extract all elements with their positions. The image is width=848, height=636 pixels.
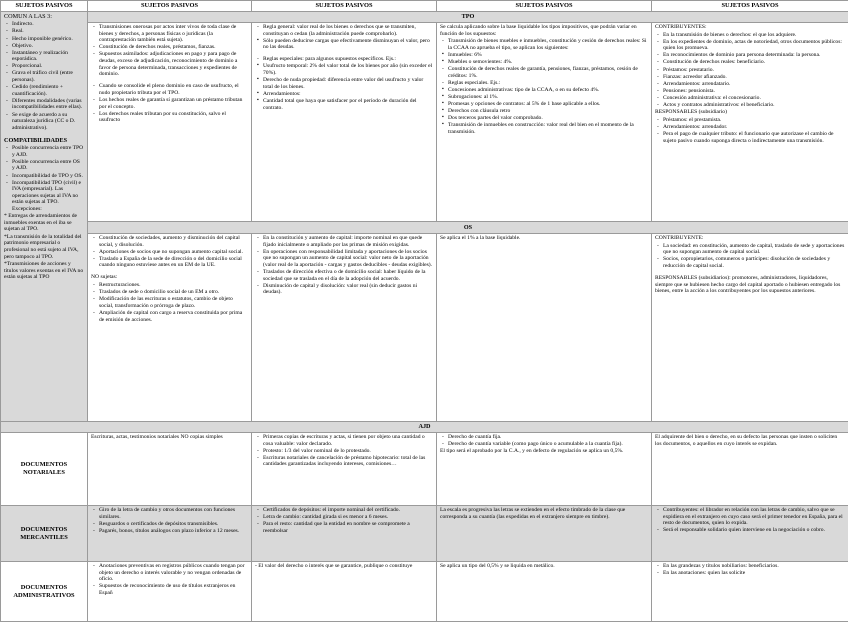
list-item: - Objetivo. — [12, 43, 84, 50]
list-item: - Traslados de sede o domicilio social de un EM a otro. — [99, 289, 248, 296]
tpo-tipos-intro: Se calcula aplicando sobre la base liquidable los tipos impositivos, que podrán variar en función de los supuestos: — [440, 24, 637, 37]
list-item: - Instantáneo y realización esporádica. — [12, 50, 84, 63]
list-item: - Regla general: valor real de los bienes o derechos que se transmiten, constituyan o cedan (la administración puede comprobarlo). — [263, 24, 433, 37]
notariales-sujetos — [652, 433, 848, 506]
mercantiles-tipos-text: La escala es progresiva las letras se extienden en el efecto timbrado de la clase que corresponda a su cuantía (las expedidas en el extranjero siempre en timbre). — [440, 507, 626, 520]
tpo-contribuyentes-title: CONTRIBUYENTES: — [655, 24, 707, 30]
doc-administrativos-label: DOCUMENTOS ADMINISTRATIVOS — [1, 562, 88, 622]
list-item: - Posible concurrencia entre TPO y AJD. — [12, 145, 84, 158]
compat-title: COMPATIBILIDADES — [4, 136, 68, 144]
tpo-responsables-title: RESPONSABLES (subsidiario) — [655, 109, 727, 116]
list-item: - Diferentes modalidades (varias incompatibilidades entre ellas). — [12, 98, 84, 111]
os-no-sujetas-title: NO sujetas: — [91, 274, 118, 281]
list-item: - Escrituras notariales de cancelación de préstamo hipotecario: total de las cantidades garantizadas incluyendo intereses, comisiones… — [263, 455, 433, 468]
list-item: - Será el responsable solidario quien interviene en la negociación o cobro. — [663, 527, 845, 534]
list-item: - Pera el pago de cualquier tributo: el funcionario que autorizase el cambio de sujeto pasivo cuando suponga directa o indirectamente una transmisión. — [663, 131, 845, 144]
list-item: ▪ Usufructo temporal: 2% del valor total de los bienes por año (sin exceder el 70%). — [263, 63, 433, 76]
list-item: ▪ Concesiones administrativas: tipo de la CCAA, o en su defecto 4%. — [448, 87, 648, 94]
left-common-list — [4, 21, 84, 131]
notariales-tipos — [437, 433, 652, 506]
list-item: - Protesto: 1/3 del valor nominal de lo protestado. — [263, 448, 433, 455]
list-item: - Reglas especiales. Ejs.: — [448, 80, 648, 87]
list-item: - Supuestos asimilados: adjudicaciones en pago y para pago de deudas, exceso de adjudicación, reconocimiento de dominio a favor de persona determinada, transacciones y expedientes de dominio. — [99, 51, 248, 77]
os-tipos — [437, 234, 652, 422]
list-item: ▪ Derechos con cláusula retro — [448, 108, 648, 115]
list-item: - En la transmisión de bienes o derechos: el que los adquiere. — [663, 32, 845, 39]
list-item: ▪ Promesas y opciones de contratos: al 5% de 1 base aplicable a ellos. — [448, 101, 648, 108]
os-band: OS — [88, 222, 848, 234]
list-item: - Fianzas: acreedor afianzado. — [663, 74, 845, 81]
ajd-band: AJD — [1, 422, 848, 433]
exception-text: * Entregas de arrendamientos de inmuebles exentas en el iba se sujetan al TPO. — [4, 213, 78, 233]
list-item: - Actos y contratos administrativos: el beneficiario. — [663, 102, 845, 109]
list-item: ▪ Arrendamientos: — [263, 91, 433, 98]
tpo-content-row — [1, 23, 848, 222]
list-item: - Cedido (rendimiento + cuantificación). — [12, 84, 84, 97]
list-item: - Contribuyentes: el librador en relación con las letras de cambio, salvo que se expidiera en el extranjero en cuyo caso será el primer tenedor en España, para el resto de documentos, quien lo expida. — [663, 507, 845, 527]
list-item: - Concesión administrativa: el concesionario. — [663, 95, 845, 102]
notariales-sujetos-text: El adquirente del bien o derecho, en su defecto las personas que insten o soliciten los documentos, o aquellos en cuyo interés se expidan. — [655, 434, 838, 447]
list-item: - Incompatibilidad TPO (civil) e IVA (empresarial). Las operaciones sujetas al IVA no están sujetas al TPO. Excepciones: — [12, 180, 84, 213]
list-item: - Certificados de depósitos: el importe nominal del certificado. — [263, 507, 433, 514]
list-item: ▪ Sólo pueden deducirse cargas que efectivamente disminuyan el valor, pero no las deudas. — [263, 38, 433, 51]
administrativos-tipos-text: Se aplica un tipo del 0,5% y se liquida en metálico. — [440, 563, 555, 569]
list-item: - Traslados de dirección efectiva o de domicilio social: haber líquido de la sociedad que se traslada en el día de la adopción del acuerdo. — [263, 269, 433, 282]
list-item: - Proporcional. — [12, 63, 84, 70]
mercantiles-tipos — [437, 506, 652, 562]
list-item: - Transmisiones onerosas por actos inter vivos de toda clase de bienes y derechos, a personas físicas o jurídicas (la contraprestación también está sujeta). — [99, 24, 248, 44]
list-item: - Arrendamientos: arrendador. — [663, 124, 845, 131]
list-item: - Posible concurrencia entre OS y AJD. — [12, 159, 84, 172]
ajd-notariales-row — [1, 433, 848, 506]
list-item: - Los hechos reales de garantía sí garantizan un préstamo tributan por el concepto. — [99, 97, 248, 110]
ajd-administrativos-row — [1, 562, 848, 622]
list-item: - Los derechos reales tributan por su constitución, salvo el usufructo — [99, 111, 248, 124]
header-cell-3: SUJETOS PASIVOS — [252, 1, 437, 12]
list-item: - Arrendamientos: arrendatario. — [663, 81, 845, 88]
list-item: - En los expedientes de dominio, actas de notoriedad, otros documentos públicos: quien los promueva. — [663, 39, 845, 52]
list-item: - Traslado a España de la sede de dirección o del domicilio social cuando ninguno estuviese antes en un EM de la UE. — [99, 256, 248, 269]
tpo-band: TPO — [88, 12, 848, 23]
list-item: - Resguardos o certificados de depósitos transmisibles. — [99, 521, 248, 528]
list-item: - Cuando se consolide el pleno dominio en caso de usufructo, el nudo propietario tributa por el TPO. — [99, 83, 248, 96]
header-cell-5: SUJETOS PASIVOS — [652, 1, 848, 12]
notariales-tipo-note: El tipo será el aprobado por la C.A., y en defecto de regulación se aplica un 0,5%. — [440, 448, 624, 455]
administrativos-hecho-imponible — [88, 562, 252, 622]
list-item: - Constitución de derechos reales: beneficiario. — [663, 59, 845, 66]
list-item: ▪ Subrogaciones: al 1%. — [448, 94, 648, 101]
list-item: - Grava el tráfico civil (entre personas). — [12, 70, 84, 83]
administrativos-base-text: - El valor del derecho o interés que se garantice, publique o constituye — [255, 563, 413, 569]
mercantiles-hecho-imponible — [88, 506, 252, 562]
list-item: ▪ Transmisión de inmuebles en construcción: valor real del bien en el momento de la transmisión. — [448, 122, 648, 135]
mercantiles-base — [252, 506, 437, 562]
list-item: - En las grandezas y títulos nobiliarios: beneficiarios. — [663, 563, 845, 570]
tpo-band-row — [1, 12, 848, 23]
left-column-summary — [1, 12, 88, 422]
administrativos-base — [252, 562, 437, 622]
doc-mercantiles-label: DOCUMENTOS MERCANTILES — [1, 506, 88, 562]
list-item: - Letra de cambio: cantidad girada si es menor a 6 meses. — [263, 514, 433, 521]
exception-text: *La transmisión de la totalidad del patrimonio empresarial o profesional no está sujeto al IVA, pero tampoco al TPO. — [4, 233, 82, 260]
list-item: - Ampliación de capital con cargo a reserva constituida por prima de emisión de acciones. — [99, 310, 248, 323]
compat-list — [4, 145, 84, 212]
list-item: - Socios, copropietarios, comuneros o partícipes: disolución de sociedades y reducción de capital social. — [663, 256, 845, 269]
list-item: - Derecho de cuantía variable (como pago único o acumulable a la cuantía fija). — [448, 441, 648, 448]
tpo-tipos — [437, 23, 652, 222]
os-responsables-text: RESPONSABLES (subsidiarios): promotores, administradores, liquidadores, siempre que se hubiesen hecho cargo del capital aportado o hubiesen entregado los bienes, entre la acción a los contribuyentes por los supuestos anteriores. — [655, 274, 841, 295]
list-item: - Incompatibilidad de TPO y OS. — [12, 173, 84, 180]
list-item: ▪ Derecho de nuda propiedad: diferencia entre valor del usufructo y valor total de los bienes. — [263, 77, 433, 90]
list-item: - Disminución de capital y disolución: valor real (sin deducir gastos ni deudas). — [263, 283, 433, 296]
list-item: ▪ Dos terceros partes del valor comprobado. — [448, 115, 648, 122]
header-cell-2: SUJETOS PASIVOS — [88, 1, 252, 12]
list-item: - Préstamos: el prestamista. — [663, 117, 845, 124]
list-item: ▪ Muebles o semovientes: 4%. — [448, 59, 648, 66]
tpo-base-imponible — [252, 23, 437, 222]
os-hecho-imponible — [88, 234, 252, 422]
list-item: - En reconocimientos de dominio para persona determinada: la persona. — [663, 52, 845, 59]
os-content-row — [1, 234, 848, 422]
list-item: - Restructuraciones. — [99, 282, 248, 289]
administrativos-tipos — [437, 562, 652, 622]
list-item: - Pagarés, bonos, títulos análogos con plazo inferior a 12 meses. — [99, 528, 248, 535]
notariales-base — [252, 433, 437, 506]
list-item: ▪ Cantidad total que haya que satisfacer por el período de duración del contrato. — [263, 98, 433, 111]
mercantiles-sujetos — [652, 506, 848, 562]
list-item: - Constitución de derechos reales, préstamos, fianzas. — [99, 44, 248, 51]
list-item: - Giro de la letra de cambio y otros documentos con funciones similares. — [99, 507, 248, 520]
notariales-hecho-imponible — [88, 433, 252, 506]
list-item: ▪ Inmuebles: 6% — [448, 52, 648, 59]
list-item: - Constitución de derechos reales de garantía, pensiones, fianzas, préstamos, cesión de créditos: 1%. — [448, 66, 648, 79]
list-item: - Aportaciones de socios que no supongan aumento capital social. — [99, 249, 248, 256]
exception-text: *Transmisiones de acciones y títulos valores exentas en el IVA no están sujetas al TPO — [4, 261, 84, 281]
administrativos-sujetos — [652, 562, 848, 622]
os-contribuyente-title: CONTRIBUYENTE: — [655, 235, 704, 241]
left-common-title: COMUN A LAS 3: — [4, 13, 52, 20]
list-item: - La sociedad: en constitución, aumento de capital, traslado de sede y aportaciones que no supongan aumento de capital social. — [663, 243, 845, 256]
list-item: - Reglas especiales: para algunos supuestos específicos. Ejs.: — [263, 56, 433, 63]
list-item: - En la constitución y aumento de capital: importe nominal en que quede fijado inicialmente o ampliado por las primas de misión exigidas. — [263, 235, 433, 248]
os-sujetos-pasivos — [652, 234, 848, 422]
list-item: - Transmisión de bienes muebles e inmuebles, constitución y cesión de derechos reales: Si la CCAA no aprueba el tipo, se aplican los siguientes: — [448, 38, 648, 51]
list-item: - Hecho imponible genérico. — [12, 36, 84, 43]
list-item: - Supuestos de reconocimiento de uso de títulos extranjeros en Españ — [99, 583, 248, 596]
list-item: - Constitución de sociedades, aumento y disminución del capital social, y disolución. — [99, 235, 248, 248]
os-band-row — [1, 222, 848, 234]
ajd-band-row — [1, 422, 848, 433]
doc-notariales-label: DOCUMENTOS NOTARIALES — [1, 433, 88, 506]
list-item: - Se exige de acuerdo a su naturaleza jurídica (CC o D. administrativo). — [12, 112, 84, 132]
tpo-sujetos-pasivos — [652, 23, 848, 222]
header-cell-4: SUJETOS PASIVOS — [437, 1, 652, 12]
list-item: - En las anotaciones: quien las solicite — [663, 570, 845, 577]
header-cell-1: SUJETOS PASIVOS — [1, 1, 88, 12]
list-item: - Primeras copias de escrituras y actas, si tienen por objeto una cantidad o cosa valuable: valor declarado. — [263, 434, 433, 447]
list-item: - Real. — [12, 28, 84, 35]
notariales-text: Escrituras, actas, testimonios notariales NO copias simples — [91, 434, 223, 440]
list-item: - En operaciones con responsabilidad limitada y aportaciones de los socios que no supongan un aumento de capital social: valor neto de la aportación (valor real de la aportación - cargas y gastos deducibles - deudas exigibles). — [263, 249, 433, 269]
ajd-mercantiles-row — [1, 506, 848, 562]
list-item: - Modificación de las escrituras o estatutos, cambio de objeto social, transformación o prórroga de plazo. — [99, 296, 248, 309]
list-item: - Derecho de cuantía fija. — [448, 434, 648, 441]
list-item: - Para el resto: cantidad que la entidad en nombre se compromete a reembolsar — [263, 521, 433, 534]
list-item: - Pensiones: pensionista. — [663, 88, 845, 95]
list-item: - Anotaciones preventivas en registros públicos cuando tengan por objeto un derecho o interés valorable y no vengan ordenadas de oficio. — [99, 563, 248, 583]
os-tipo-text: Se aplica el 1% a la base liquidable. — [440, 235, 521, 241]
list-item: - Préstamos: prestatario. — [663, 67, 845, 74]
list-item: - Indirecto. — [12, 21, 84, 28]
tpo-hecho-imponible — [88, 23, 252, 222]
os-base-imponible — [252, 234, 437, 422]
header-row — [1, 1, 848, 12]
